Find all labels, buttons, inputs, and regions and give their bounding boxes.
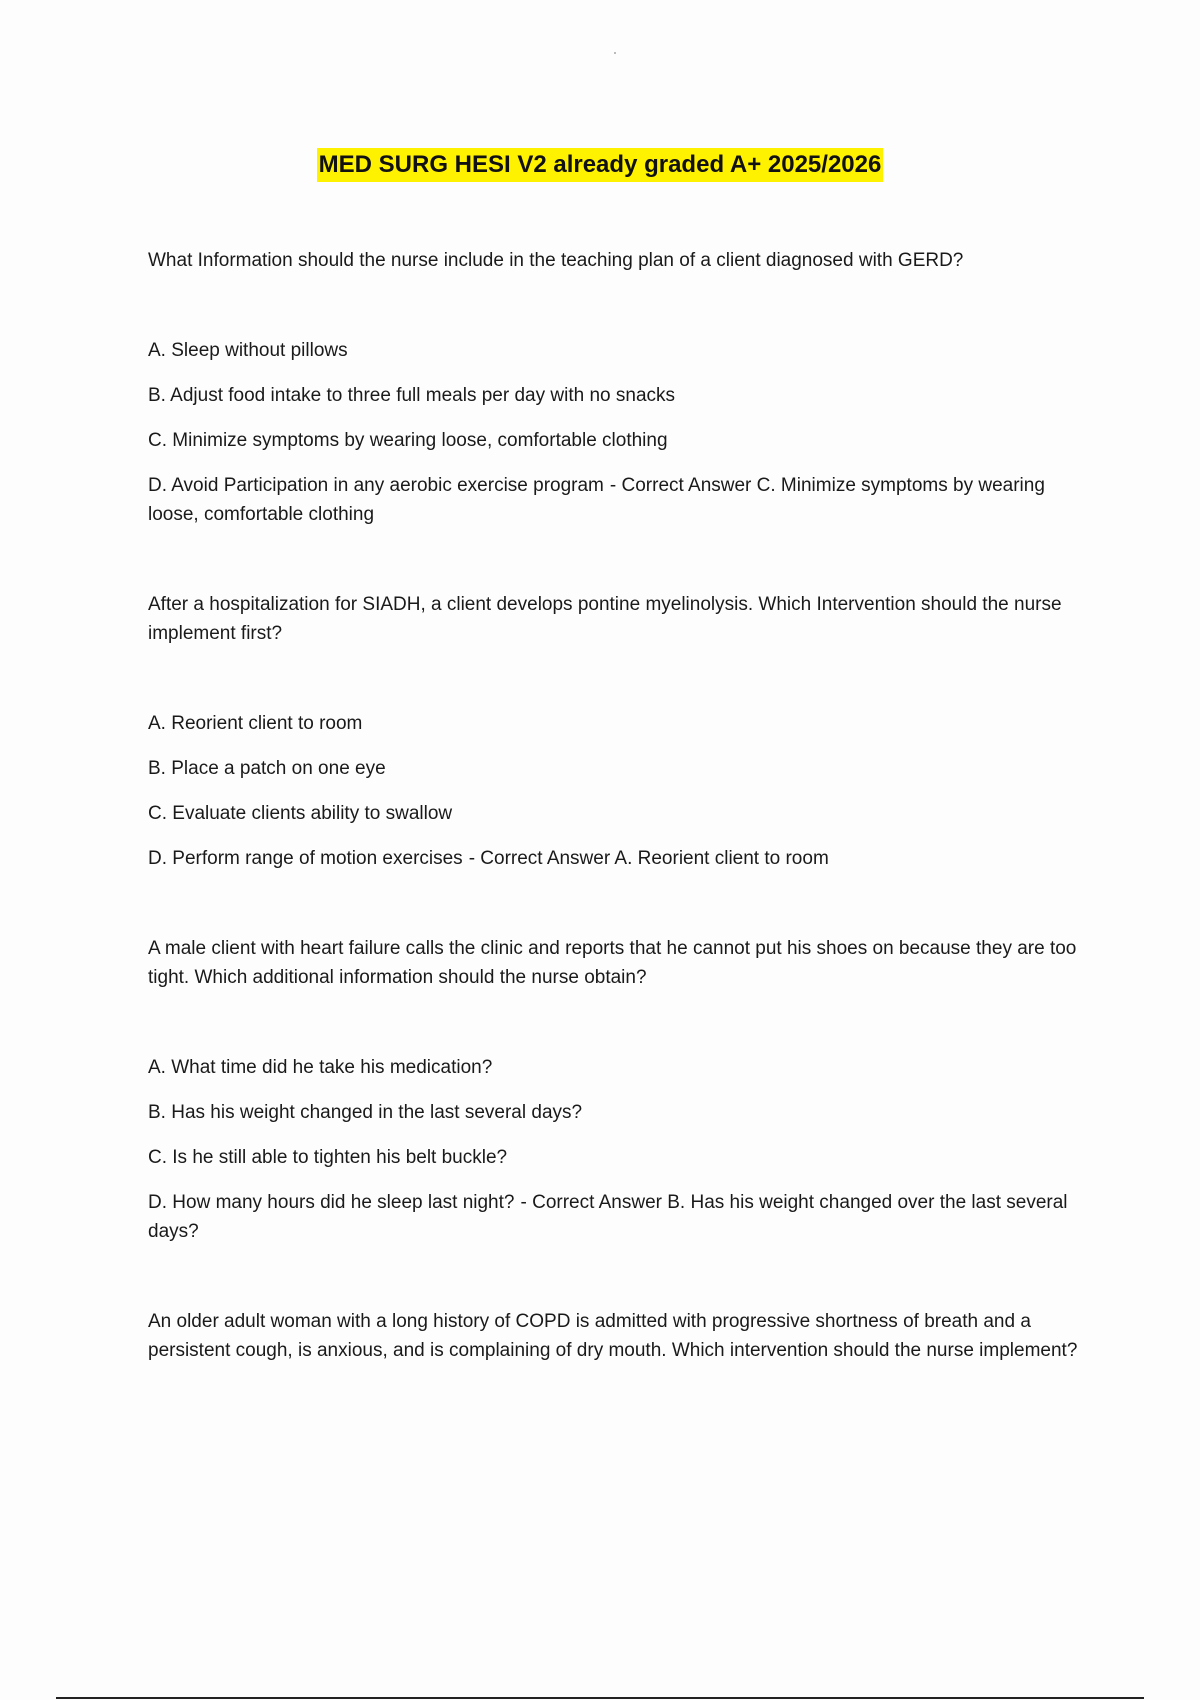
option-item-with-answer — [148, 1188, 1078, 1246]
option-item: B. Has his weight changed in the last several days? — [148, 1102, 583, 1123]
option-item: B. Adjust food intake to three full meals per day with no snacks — [148, 385, 676, 406]
question-stem: What Information should the nurse include in the teaching plan of a client diagnosed with GERD? — [148, 250, 964, 271]
scan-speck — [614, 52, 616, 54]
correct-answer: Correct Answer C. Minimize symptoms by wearing loose, comfortable clothing — [148, 475, 1045, 525]
option-text: D. Avoid Participation in any aerobic exercise program — [148, 475, 604, 496]
option-item-with-answer — [148, 471, 1078, 529]
option-item: C. Minimize symptoms by wearing loose, comfortable clothing — [148, 430, 668, 451]
option-item: A. Sleep without pillows — [148, 340, 348, 361]
footer-rule — [56, 1697, 1144, 1699]
answer-separator: - — [520, 1192, 527, 1213]
option-item: A. Reorient client to room — [148, 713, 363, 734]
answer-separator: - — [609, 475, 617, 496]
option-item: C. Is he still able to tighten his belt buckle? — [148, 1147, 508, 1168]
option-item: C. Evaluate clients ability to swallow — [148, 803, 453, 824]
option-list — [148, 1053, 1078, 1246]
option-item-with-answer — [148, 844, 1078, 873]
question-stem: A male client with heart failure calls the clinic and reports that he cannot put his shoes on because they are too tight. Which additional information should the nurse obtain? — [148, 938, 1077, 988]
correct-answer: Correct Answer A. Reorient client to room — [480, 848, 829, 869]
document-body — [148, 246, 1078, 1426]
option-list — [148, 709, 1078, 873]
option-text: D. How many hours did he sleep last night? — [148, 1192, 515, 1213]
option-list — [148, 336, 1078, 529]
question-stem: After a hospitalization for SIADH, a client develops pontine myelinolysis. Which Intervention should the nurse implement first? — [148, 594, 1062, 644]
document-title: MED SURG HESI V2 already graded A+ 2025/2026 — [317, 148, 884, 182]
option-item: A. What time did he take his medication? — [148, 1057, 493, 1078]
option-item: B. Place a patch on one eye — [148, 758, 386, 779]
correct-answer: Correct Answer B. Has his weight changed over the last several days? — [148, 1192, 1068, 1242]
question-stem: An older adult woman with a long history of COPD is admitted with progressive shortness of breath and a persistent cough, is anxious, and is complaining of dry mouth. Which intervention should the nurse implement? — [148, 1311, 1078, 1361]
answer-separator: - — [468, 848, 476, 869]
option-text: D. Perform range of motion exercises — [148, 848, 463, 869]
title-container — [0, 148, 1200, 182]
